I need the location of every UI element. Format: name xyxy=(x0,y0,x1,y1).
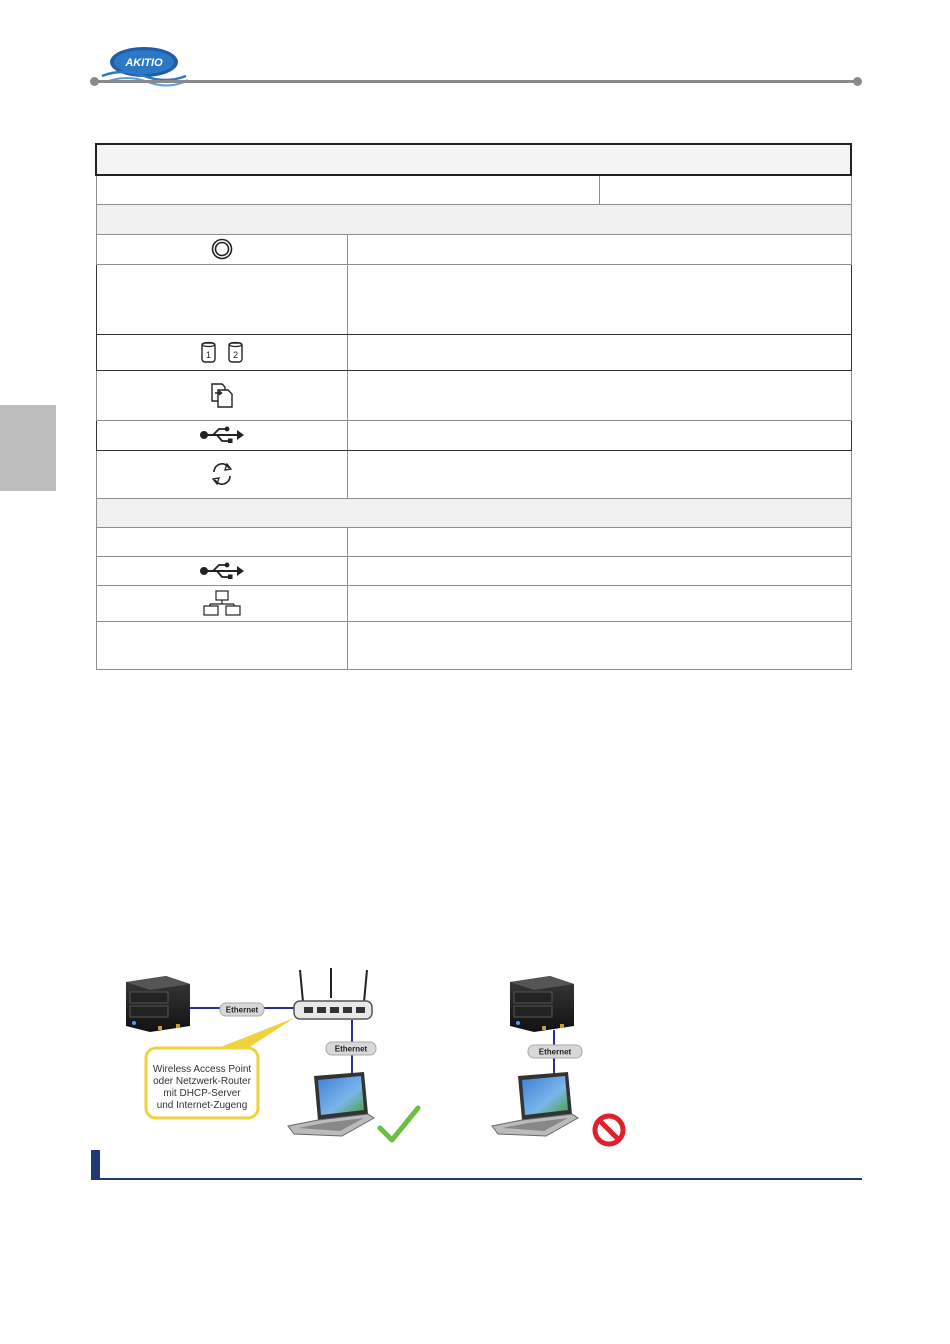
svg-text:1: 1 xyxy=(205,350,211,360)
callout-line: und Internet-Zugeng xyxy=(156,1100,248,1111)
router-callout xyxy=(146,1018,294,1118)
table-section-label xyxy=(96,498,851,527)
table-section-row xyxy=(96,498,851,527)
table-row xyxy=(96,264,851,334)
table-row xyxy=(96,621,851,669)
table-row xyxy=(96,370,851,420)
table-cell xyxy=(348,420,851,450)
usb-icon xyxy=(199,562,245,580)
ethernet-label xyxy=(326,1042,376,1055)
table-row xyxy=(96,585,851,621)
forbidden-icon xyxy=(595,1116,623,1144)
header-rule xyxy=(94,80,858,83)
table-title-row xyxy=(96,144,851,175)
svg-text:Ethernet: Ethernet xyxy=(538,1047,572,1057)
table-row xyxy=(96,175,851,204)
table-cell xyxy=(348,527,851,556)
network-diagram xyxy=(118,968,638,1153)
ethernet-label xyxy=(528,1045,582,1058)
laptop-icon xyxy=(288,1072,374,1136)
table-cell xyxy=(348,370,851,420)
sync-icon xyxy=(209,460,235,488)
power-button-icon xyxy=(211,238,233,260)
table-cell xyxy=(348,334,851,370)
table-row xyxy=(96,450,851,498)
table-cell xyxy=(348,556,851,585)
table-cell xyxy=(348,621,851,669)
table-icon-cell xyxy=(96,420,348,450)
usb-icon xyxy=(199,426,245,444)
table-section-row xyxy=(96,204,851,234)
router-icon xyxy=(294,968,372,1019)
table-row xyxy=(96,556,851,585)
nas-device-icon xyxy=(126,976,190,1032)
table-cell xyxy=(348,234,851,264)
logo-text: AKITIO xyxy=(125,57,163,69)
copy-icon xyxy=(208,381,236,409)
table-icon-cell xyxy=(96,450,348,498)
callout-line: Wireless Access Point xyxy=(152,1064,252,1075)
akitio-logo xyxy=(96,40,192,96)
side-tab xyxy=(0,405,56,491)
table-icon-cell xyxy=(96,234,348,264)
feature-table xyxy=(95,143,852,670)
table-row xyxy=(96,334,851,370)
table-row xyxy=(96,527,851,556)
table-icon-cell xyxy=(96,556,348,585)
section-heading-rule xyxy=(91,1178,862,1180)
table-icon-cell xyxy=(96,334,348,370)
table-cell xyxy=(348,450,851,498)
laptop-icon xyxy=(492,1072,578,1136)
table-title xyxy=(96,144,851,175)
check-icon xyxy=(380,1108,418,1140)
table-row xyxy=(96,420,851,450)
table-icon-cell xyxy=(96,527,348,556)
callout-line: oder Netzwerk-Router xyxy=(153,1076,251,1087)
table-cell xyxy=(348,264,851,334)
svg-text:2: 2 xyxy=(232,350,238,360)
hdd-1-2-icon xyxy=(200,340,244,364)
svg-text:Ethernet: Ethernet xyxy=(334,1044,368,1054)
table-row xyxy=(96,234,851,264)
callout-line: mit DHCP-Server xyxy=(163,1088,241,1099)
table-cell xyxy=(599,175,851,204)
svg-text:Ethernet: Ethernet xyxy=(225,1005,259,1015)
table-icon-cell xyxy=(96,621,348,669)
section-heading-marker xyxy=(91,1150,100,1179)
table-cell xyxy=(348,585,851,621)
nas-device-icon xyxy=(510,976,574,1032)
table-section-label xyxy=(96,204,851,234)
table-icon-cell xyxy=(96,585,348,621)
table-icon-cell xyxy=(96,370,348,420)
ethernet-label xyxy=(220,1003,264,1016)
table-icon-cell xyxy=(96,264,348,334)
table-cell xyxy=(96,175,599,204)
lan-icon xyxy=(202,590,242,616)
